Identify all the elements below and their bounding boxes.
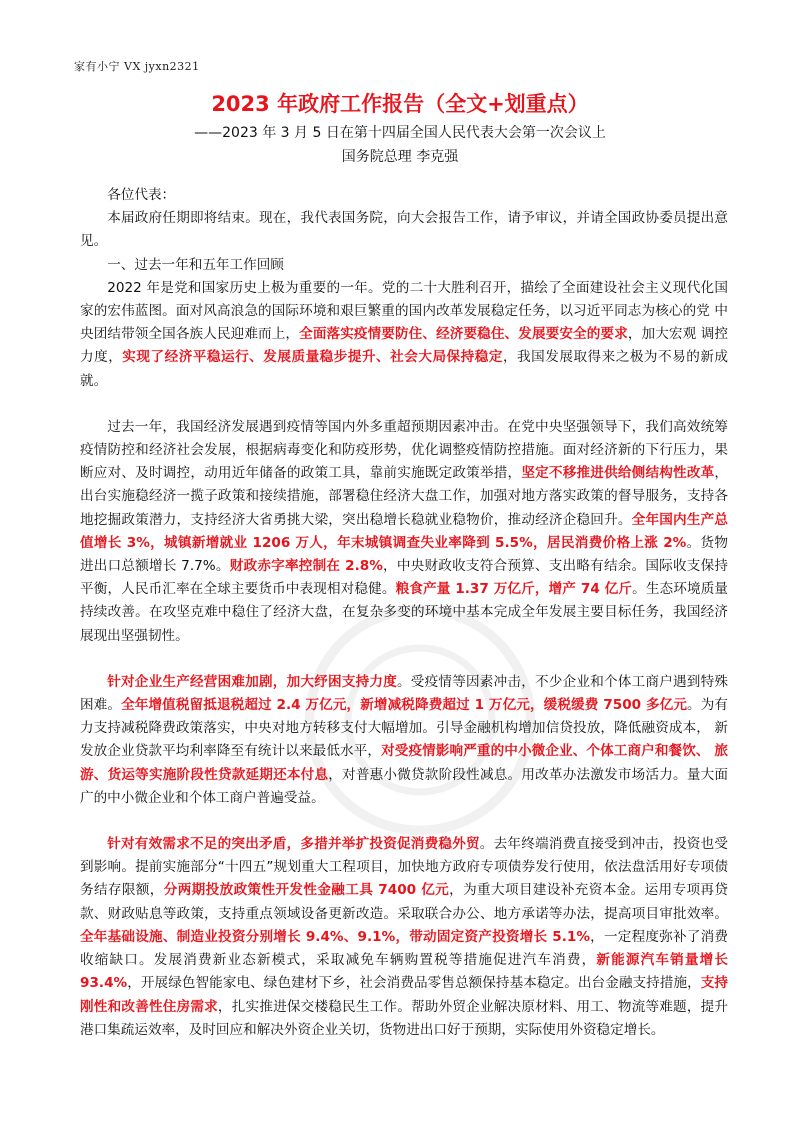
highlighted-text: 分两期投放政策性开发性金融工具 7400 亿元 [163, 882, 450, 899]
subtitle-author-line: 国务院总理 李克强 [341, 149, 459, 165]
paragraph [80, 671, 728, 810]
body-text: 。去年终端消费直接受到冲击，投资也受到影响。提前实施部分“十四五”规划重大工程项目，加快地方政府专项债券发行使用，依法盘活用好专项债务结存限额， [80, 836, 728, 899]
body-text: ，出台实施稳经济一揽子政策和接续措施，部署稳住经济大盘工作，加强对地方落实政策的督导服务，支持各地挖掘政策潜力，支持经济大省勇挑大梁，突出稳增长稳就业稳物价，推动经济企稳回升。 [80, 465, 729, 528]
body-text: 。货物进出口总额增长 7.7%。 [80, 534, 729, 575]
paragraph [80, 207, 728, 253]
highlighted-text: 粮食产量 1.37 万亿斤，增产 74 亿斤 [395, 581, 633, 598]
highlighted-text: 全面落实疫情要防住、经济要稳住、发展要安全的要求 [299, 326, 628, 343]
body-text: ，我国发展取得来之极为不易的新成就。 [80, 349, 729, 389]
body-text: 过去一年，我国经济发展遇到疫情等国内外多重超预期因素冲击。在党中央坚强领导下，我们高效统筹疫情防控和经济社会发展，根据病毒变化和防疫形势，优化调整疫情防控措施。面对经济新的下行压力，果断应对、及时调控，动用近年储备的政策工具，靠前实施既定政策举措， [80, 418, 728, 482]
highlighted-text: 支持刚性和改善性住房需求 [80, 975, 728, 1015]
body-text: 。生态环境质量持续改善。在攻坚克难中稳住了经济大盘，在复杂多变的环境中基本完成全年发展主要目标任务，我国经济展现出坚强韧性。 [80, 581, 729, 644]
highlighted-text: 针对有效需求不足的突出矛盾，多措并举扩投资促消费稳外贸 [107, 836, 480, 853]
body-text: 本届政府任期即将结束。现在，我代表国务院，向大会报告工作，请予审议，并请全国政协委员提出意见。 [80, 210, 728, 250]
body-text: 2022 年是党和国家历史上极为重要的一年。党的二十大胜利召开，描绘了全面建设社会主义现代化国 家的宏伟蓝图。面对风高浪急的国际环境和艰巨繁重的国内改革发展稳定任务，以习近平同志为核心的党 中央团结带领全国各族人民迎难而上， [80, 279, 728, 343]
body-text: 。为有力支持减税降费政策落实，中央对地方转移支付大幅增加。引导金融机构增加信贷投放，降低融资成本， 新发放企业贷款平均利率降至有统计以来最低水平， [80, 697, 729, 760]
paragraph [80, 416, 728, 648]
subtitle-date-line: ——2023 年 3 月 5 日在第十四届全国人民代表大会第一次会议上 [194, 125, 606, 141]
body-text: ，扎实推进保交楼稳民生工作。帮助外贸企业解决原材料、用工、物流等难题，提升港口集疏运效率，及时回应和解决外资企业关切，货物进出口好于预期，实际使用外资稳定增长。 [80, 998, 729, 1038]
header-note: 家有小宁 VX jyxn2321 [74, 60, 200, 73]
body-text: 一、过去一年和五年工作回顾 [107, 256, 284, 273]
highlighted-text: 实现了经济平稳运行、发展质量稳步提升、社会大局保持稳定 [122, 349, 503, 366]
highlighted-text: 针对企业生产经营困难加剧，加大纾困支持力度 [107, 673, 397, 690]
body-text: ，为重大项目建设补充资本金。运用专项再贷款、财政贴息等政策，支持重点领域设备更新改造。采取联合办公、地方承诺等办法，提高项目审批效率。 [80, 882, 728, 922]
highlighted-text: 全年基础设施、制造业投资分别增长 9.4%、9.1%，带动固定资产投资增长 5.1% [80, 928, 590, 945]
body-text: ，加大宏观 调控力度， [80, 326, 728, 366]
highlighted-text: 对受疫情影响严重的中小微企业、个体工商户和餐饮、 旅游、货运等实施阶段性贷款延期还本付息 [80, 743, 729, 783]
body-text: ，中央财政收支符合预算、支出略有结余。国际收支保持平衡，人民币汇率在全球主要货币中表现相对稳健。 [80, 558, 729, 598]
body-text: ，开展绿色智能家电、绿色建材下乡，社会消费品零售总额保持基本稳定。出台金融支持措施， [127, 975, 701, 992]
document-title: 2023 年政府工作报告（全文+划重点） [211, 92, 589, 116]
paragraph [80, 833, 728, 1042]
highlighted-text: 新能源汽车销量增长 93.4% [80, 952, 728, 992]
highlighted-text: 坚定不移推进供给侧结构性改革 [521, 465, 715, 482]
body-text: 。受疫情等因素冲击，不少企业和个体工商户遇到特殊困难。 [80, 673, 729, 714]
paragraph [80, 254, 728, 277]
report-body [80, 184, 728, 1042]
highlighted-text: 全年增值税留抵退税超过 2.4 万亿元，新增减税降费超过 1 万亿元，缓税缓费 7500 多亿元 [121, 697, 688, 714]
highlighted-text: 财政赤字率控制在 2.8% [229, 558, 383, 575]
paragraph [80, 184, 728, 207]
body-text: ，对普惠小微贷款阶段性减息。用改革办法激发市场活力。量大面广的中小微企业和个体工商户普遍受益。 [80, 766, 729, 806]
paragraph [80, 277, 728, 393]
body-text: 各位代表： [107, 187, 176, 203]
highlighted-text: 全年国内生产总值增长 3%，城镇新增就业 1206 万人，年末城镇调查失业率降到 5.5%，居民消费价格上涨 2% [80, 511, 728, 551]
body-text: ，一定程度弥补了消费收缩缺口。发展消费新业态新模式，采取减免车辆购置税等措施促进汽车消费， [80, 928, 728, 969]
